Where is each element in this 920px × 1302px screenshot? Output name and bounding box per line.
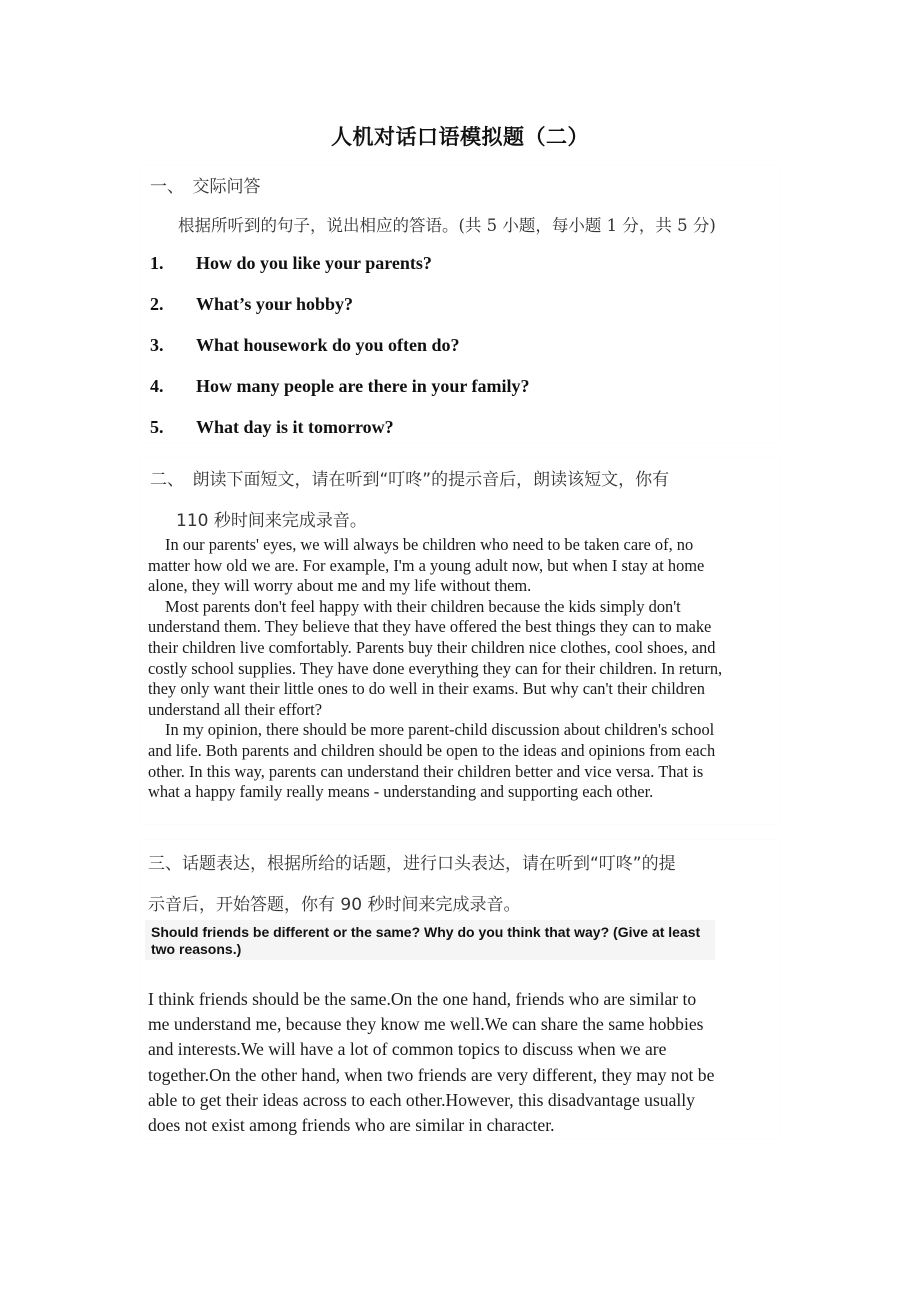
section-1-instruction: 根据所听到的句子，说出相应的答语。(共 5 小题，每小题 1 分，共 5 分) (178, 216, 716, 235)
sample-answer: I think friends should be the same.On the one hand, friends who are similar to me understand me, because they know me well.We can share the same hobbies and interests.We will have a lot of common topics to discuss when we are together.On the other hand, when two friends are very different, they may not be able to get their ideas across to each other.However, this disadvantage usually does not exist among friends who are similar in character. (148, 989, 715, 1136)
section-2-heading: 二、 朗读下面短文，请在听到“叮咚”的提示音后，朗读该短文，你有 (150, 470, 670, 490)
section-2-heading-line2: 110 秒时间来完成录音。 (176, 511, 367, 531)
question-text: What day is it tomorrow? (196, 417, 394, 437)
page-title: 人机对话口语模拟题（二） (331, 125, 589, 149)
question-item (150, 335, 460, 356)
question-item (150, 376, 529, 397)
question-item (150, 417, 394, 438)
question-number: 1. (150, 253, 164, 273)
question-number: 4. (150, 376, 164, 396)
question-number: 5. (150, 417, 164, 437)
question-text: What’s your hobby? (196, 294, 354, 314)
question-item (150, 294, 353, 315)
passage-paragraph: In my opinion, there should be more parent-child discussion about children's school and life. Both parents and children should be open to the ideas and opinions from each other. In this way, parents can understand their children better and vice versa. That is what a happy family really means - understanding and supporting each other. (148, 720, 716, 802)
reading-passage (148, 535, 728, 803)
question-number: 2. (150, 294, 164, 314)
section-3-heading: 三、话题表达，根据所给的话题，进行口头表达，请在听到“叮咚”的提 (148, 854, 676, 874)
section-1-heading: 一、 交际问答 (150, 177, 261, 197)
question-text: How do you like your parents? (196, 253, 432, 273)
topic-prompt: Should friends be different or the same? Why do you think that way? (Give at least two reasons.) (145, 920, 715, 960)
passage-paragraph: In our parents' eyes, we will always be children who need to be taken care of, no matter how old we are. For example, I'm a young adult now, but when I stay at home alone, they will worry about me and my life without them. (148, 535, 705, 596)
question-text: What housework do you often do? (196, 335, 460, 355)
section-3-heading-line2: 示音后，开始答题，你有 90 秒时间来完成录音。 (148, 895, 521, 915)
passage-paragraph: Most parents don't feel happy with their children because the kids simply don't understand them. They believe that they have offered the best things they can to make their children live comfortably. Parents buy their children nice clothes, cool shoes, and costly school supplies. They have done everything they can for their children. In return, they only want their little ones to do well in their exams. But why can't their children understand all their effort? (148, 596, 723, 719)
question-number: 3. (150, 335, 164, 355)
question-text: How many people are there in your family? (196, 376, 530, 396)
question-item (150, 253, 432, 274)
